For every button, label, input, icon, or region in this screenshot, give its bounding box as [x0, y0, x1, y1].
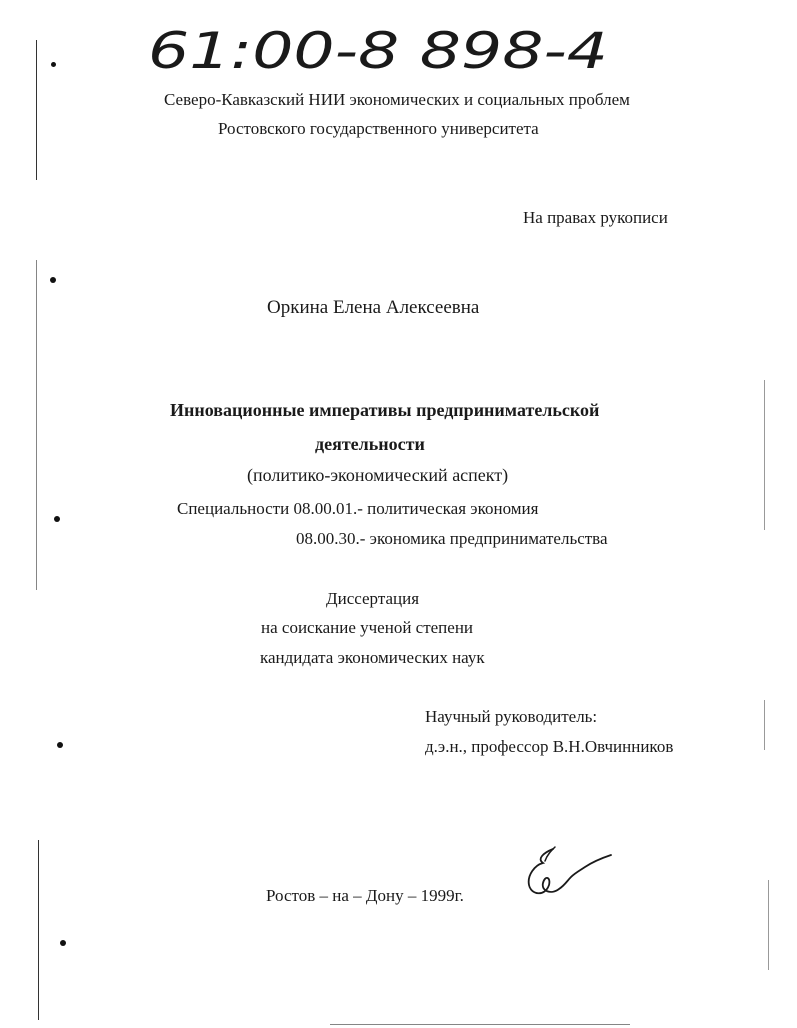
signature [515, 845, 615, 905]
title-line2: деятельности [315, 434, 425, 454]
supervisor-name: д.э.н., профессор В.Н.Овчинников [425, 737, 674, 756]
margin-line [36, 40, 37, 180]
specialty-line2: 08.00.30.- экономика предпринимательства [296, 529, 608, 548]
margin-line [36, 260, 37, 590]
dissertation-line1: Диссертация [326, 589, 420, 608]
title-subtitle: (политико-экономический аспект) [247, 465, 509, 485]
dissertation-line2: на соискание ученой степени [261, 618, 474, 637]
margin-line [768, 880, 769, 970]
punch-hole [51, 62, 56, 67]
punch-hole [54, 516, 60, 522]
rights-note: На правах рукописи [523, 208, 668, 227]
supervisor-label: Научный руководитель: [425, 707, 598, 726]
institute-line1: Северо-Кавказский НИИ экономических и социальных проблем [164, 90, 630, 109]
punch-hole [60, 940, 66, 946]
margin-line [38, 840, 39, 1020]
author-name: Оркина Елена Алексеевна [267, 297, 480, 318]
institute-line2: Ростовского государственного университета [218, 119, 539, 138]
margin-line [764, 380, 765, 530]
place-year: Ростов – на – Дону – 1999г. [266, 886, 464, 905]
punch-hole [57, 742, 63, 748]
bottom-line [330, 1024, 630, 1025]
dissertation-line3: кандидата экономических наук [260, 648, 485, 667]
specialty-line1: Специальности 08.00.01.- политическая экономия [177, 499, 539, 518]
registry-number [148, 12, 618, 84]
registry-number-text: 61:00-8 898-4 [148, 22, 608, 80]
title-line1: Инновационные императивы предпринимательской [170, 400, 600, 420]
punch-hole [50, 277, 56, 283]
margin-line [764, 700, 765, 750]
